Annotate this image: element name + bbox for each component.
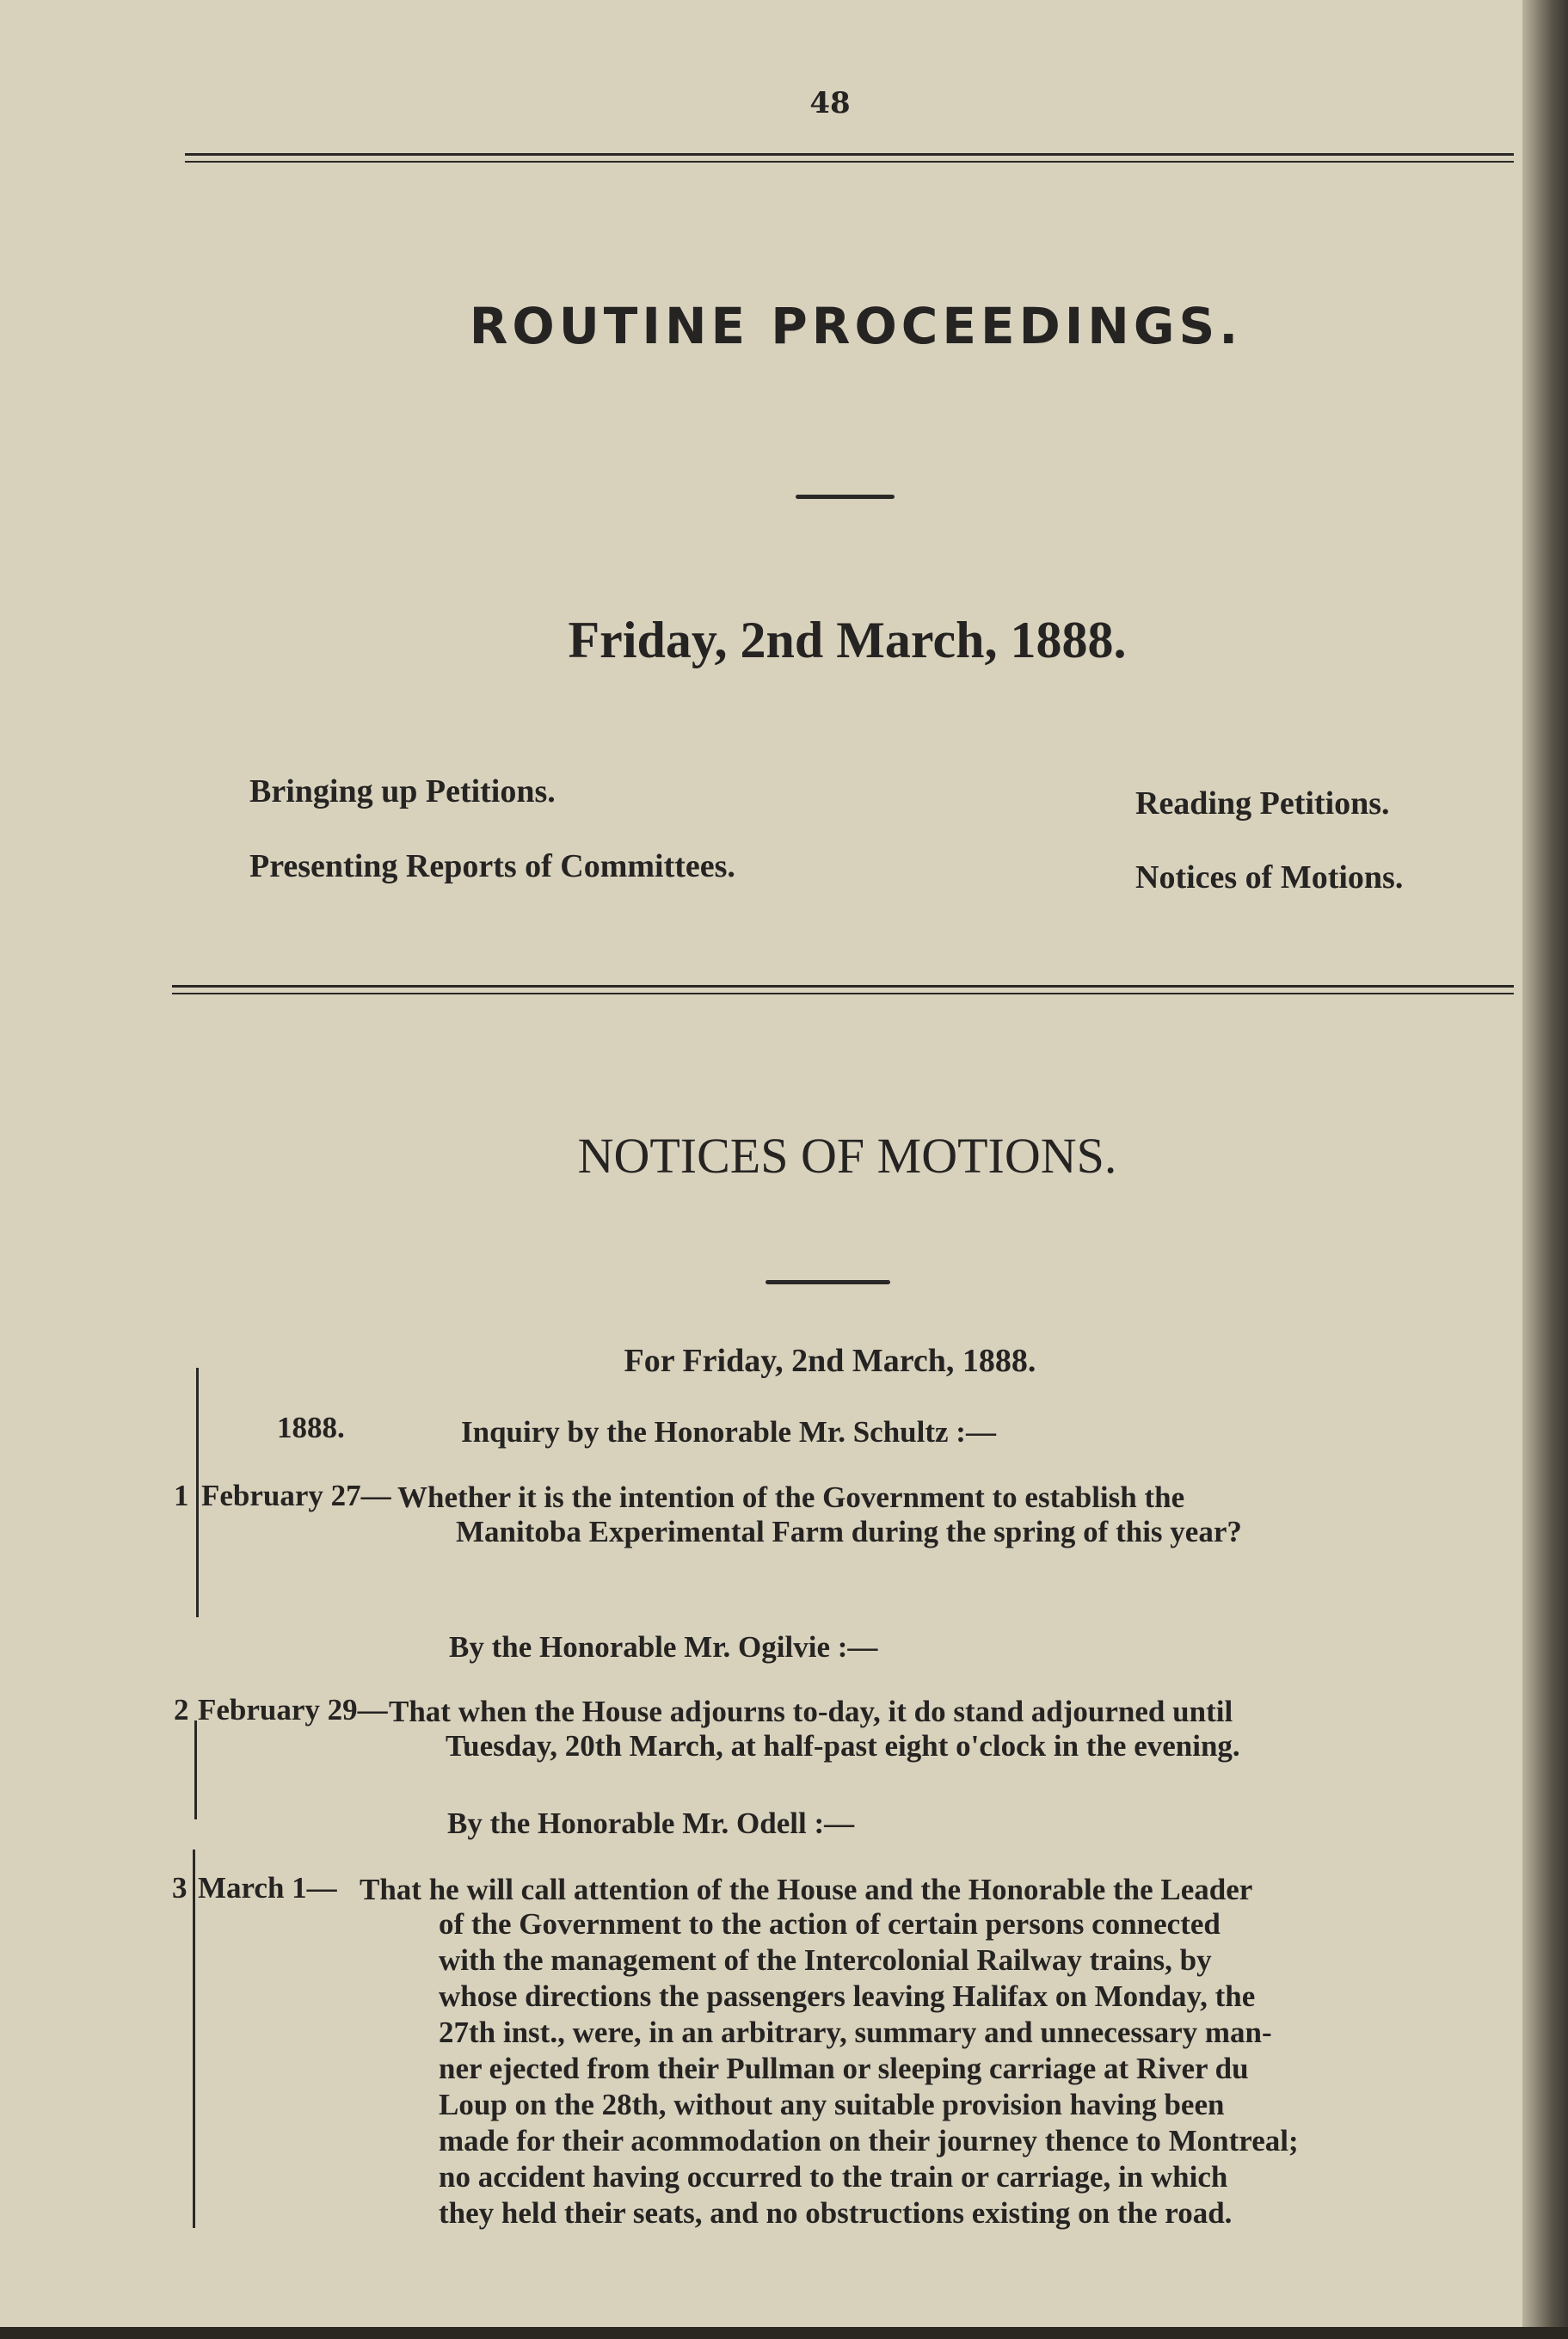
motion-text-line: with the management of the Intercolonial Railway trains, by: [439, 1943, 1212, 1977]
top-double-rule: [185, 153, 1514, 163]
motion-text-line: That when the House adjourns to-day, it do stand adjourned until: [389, 1695, 1233, 1728]
entry-date: February 29—: [198, 1693, 388, 1727]
inquiry-heading: By the Honorable Mr. Ogilvie :—: [449, 1630, 878, 1664]
motion-text-line: whose directions the passengers leaving Halifax on Monday, the: [439, 1979, 1256, 2013]
motion-text-line: made for their acommodation on their journey thence to Montreal;: [439, 2124, 1299, 2157]
section-title-routine-proceedings: ROUTINE PROCEEDINGS.: [469, 297, 1243, 355]
page-bottom-edge: [0, 2327, 1568, 2339]
year-label: 1888.: [277, 1411, 345, 1444]
motion-text-line: Tuesday, 20th March, at half-past eight o'clock in the evening.: [446, 1729, 1240, 1763]
motion-text-line: Manitoba Experimental Farm during the spring of this year?: [456, 1515, 1242, 1548]
notices-dash-divider: [766, 1280, 890, 1284]
sitting-date-heading: Friday, 2nd March, 1888.: [568, 612, 1127, 668]
margin-line: [193, 1850, 195, 2228]
motion-text-line: That he will call attention of the House and the Honorable the Leader: [360, 1873, 1253, 1906]
notices-for-date: For Friday, 2nd March, 1888.: [624, 1343, 1036, 1379]
section-title-notices-of-motions: NOTICES OF MOTIONS.: [577, 1128, 1117, 1184]
routine-order-reading-petitions: Reading Petitions.: [1135, 785, 1390, 822]
motion-text-line: Loup on the 28th, without any suitable provision having been: [439, 2088, 1225, 2121]
routine-order-bringing-up-petitions: Bringing up Petitions.: [249, 773, 556, 809]
middle-double-rule: [172, 985, 1514, 994]
book-spine-shadow: [1522, 0, 1568, 2339]
title-dash-divider: [796, 495, 895, 499]
entry-date: February 27—: [201, 1479, 391, 1512]
entry-number: 1: [174, 1479, 189, 1512]
entry-date: March 1—: [198, 1871, 337, 1905]
motion-text-line: no accident having occurred to the train or carriage, in which: [439, 2160, 1228, 2194]
motion-text-line: ner ejected from their Pullman or sleeping carriage at River du: [439, 2052, 1249, 2085]
routine-order-notices-of-motions: Notices of Motions.: [1135, 859, 1404, 896]
entry-number: 3: [172, 1871, 188, 1905]
motion-text-line: 27th inst., were, in an arbitrary, summary and unnecessary man-: [439, 2016, 1272, 2049]
inquiry-heading: By the Honorable Mr. Odell :—: [447, 1807, 855, 1840]
inquiry-heading: Inquiry by the Honorable Mr. Schultz :—: [461, 1415, 996, 1449]
motion-text-line: Whether it is the intention of the Government to establish the: [397, 1480, 1185, 1514]
motion-text-line: they held their seats, and no obstructions existing on the road.: [439, 2196, 1233, 2230]
motion-text-line: of the Government to the action of certain persons connected: [439, 1907, 1221, 1941]
routine-order-presenting-reports: Presenting Reports of Committees.: [249, 848, 735, 884]
margin-line: [194, 1720, 197, 1819]
margin-line: [196, 1368, 199, 1617]
page-number: 48: [809, 86, 851, 120]
entry-number: 2: [174, 1693, 189, 1727]
